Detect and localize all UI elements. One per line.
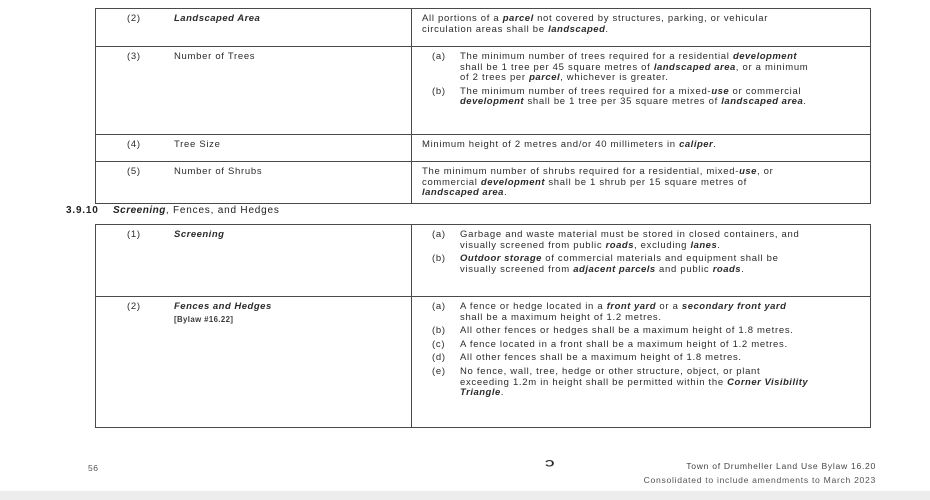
clause-marker: (d) [432,352,446,364]
clause-text: Outdoor storage of commercial materials and equipment shall be visually screened from adjacent parcels and public roads. [460,253,779,275]
clause-text: All other fences shall be a maximum height of 1.8 metres. [460,352,742,364]
table-row [96,134,870,161]
row-label: Screening [174,229,225,240]
row-content-cell [412,135,870,161]
clause [422,302,860,323]
row-content-cell [412,9,870,46]
table-row [96,225,870,296]
clause-text: Garbage and waste material must be stored in closed containers, and visually screened from public roads, excluding lanes. [460,229,800,251]
clause-marker: (a) [432,51,446,62]
clause-text: A fence located in a front shall be a maximum height of 1.2 metres. [460,338,788,350]
clause [422,326,860,337]
row-number: (5) [127,166,141,177]
row-label-cell [96,162,412,203]
section-heading [66,205,280,217]
section-number: 3.9.10 [66,205,99,216]
clause [422,254,860,275]
clause [422,353,860,364]
clause-text: All other fences or hedges shall be a maximum height of 1.8 metres. [460,325,794,337]
table-row [96,296,870,427]
clause-marker: (a) [432,301,446,312]
row-number: (4) [127,139,141,150]
clause-text: All portions of a parcel not covered by structures, parking, or vehicular circulation areas shall be landscaped. [422,13,769,35]
table-row [96,46,870,134]
clause-marker: (b) [432,85,446,97]
clause [422,140,860,151]
clause-marker: (a) [432,229,446,240]
clause-marker: (c) [432,338,446,350]
row-label-cell [96,47,412,134]
clause [422,230,860,251]
clause [422,52,860,84]
row-label-cell [96,225,412,296]
row-content-cell [412,225,870,296]
clause [422,14,860,35]
table-row [96,161,870,203]
table-row [96,9,870,46]
footer-title: Town of Drumheller Land Use Bylaw 16.20 [686,461,876,471]
clause-marker: (b) [432,253,446,265]
town-logo-icon: Ɔ [545,458,555,469]
row-number: (3) [127,51,141,62]
screening-fences-table [95,224,871,428]
row-content-cell [412,162,870,203]
row-label-cell [96,135,412,161]
row-number: (2) [127,301,141,312]
clause-marker: (e) [432,365,446,377]
clause-text: No fence, wall, tree, hedge or other structure, object, or plant exceeding 1.2m in height shall be permitted within the Corner Visibility Triangle. [460,365,809,399]
clause [422,367,860,399]
row-label: Number of Trees [174,51,256,62]
row-number: (2) [127,13,141,24]
row-label-cell [96,297,412,427]
page-edge-strip [0,491,930,500]
clause [422,87,860,108]
clause-text: The minimum number of trees required for a residential development shall be 1 tree per 45 square metres of landscaped area, or a minimum of 2 trees per parcel, whichever is greater. [460,51,809,84]
row-content-cell [412,297,870,427]
row-label: Number of Shrubs [174,166,263,177]
bylaw-reference: [Bylaw #16.22] [174,314,234,324]
clause-text: The minimum number of shrubs required for a residential, mixed-use, or commercial development shall be 1 shrub per 15 square metres of landscaped area. [422,166,774,199]
page-number: 56 [88,463,99,473]
footer-consolidation-note: Consolidated to include amendments to March 2023 [643,475,876,485]
landscaping-table [95,8,871,204]
clause-text: A fence or hedge located in a front yard or a secondary front yard shall be a maximum height of 1.2 metres. [460,301,787,323]
row-label: Landscaped Area [174,13,261,24]
row-content-cell [412,47,870,134]
row-number: (1) [127,229,141,240]
clause-marker: (b) [432,325,446,337]
clause [422,167,860,199]
row-label-cell [96,9,412,46]
row-label: Fences and Hedges [174,301,272,312]
clause [422,340,860,351]
section-title: Screening, Fences, and Hedges [113,205,280,216]
row-label: Tree Size [174,139,221,150]
clause-text: The minimum number of trees required for a mixed-use or commercial development shall be 1 tree per 35 square metres of landscaped area. [460,85,807,108]
clause-text: Minimum height of 2 metres and/or 40 millimeters in caliper. [422,139,717,150]
